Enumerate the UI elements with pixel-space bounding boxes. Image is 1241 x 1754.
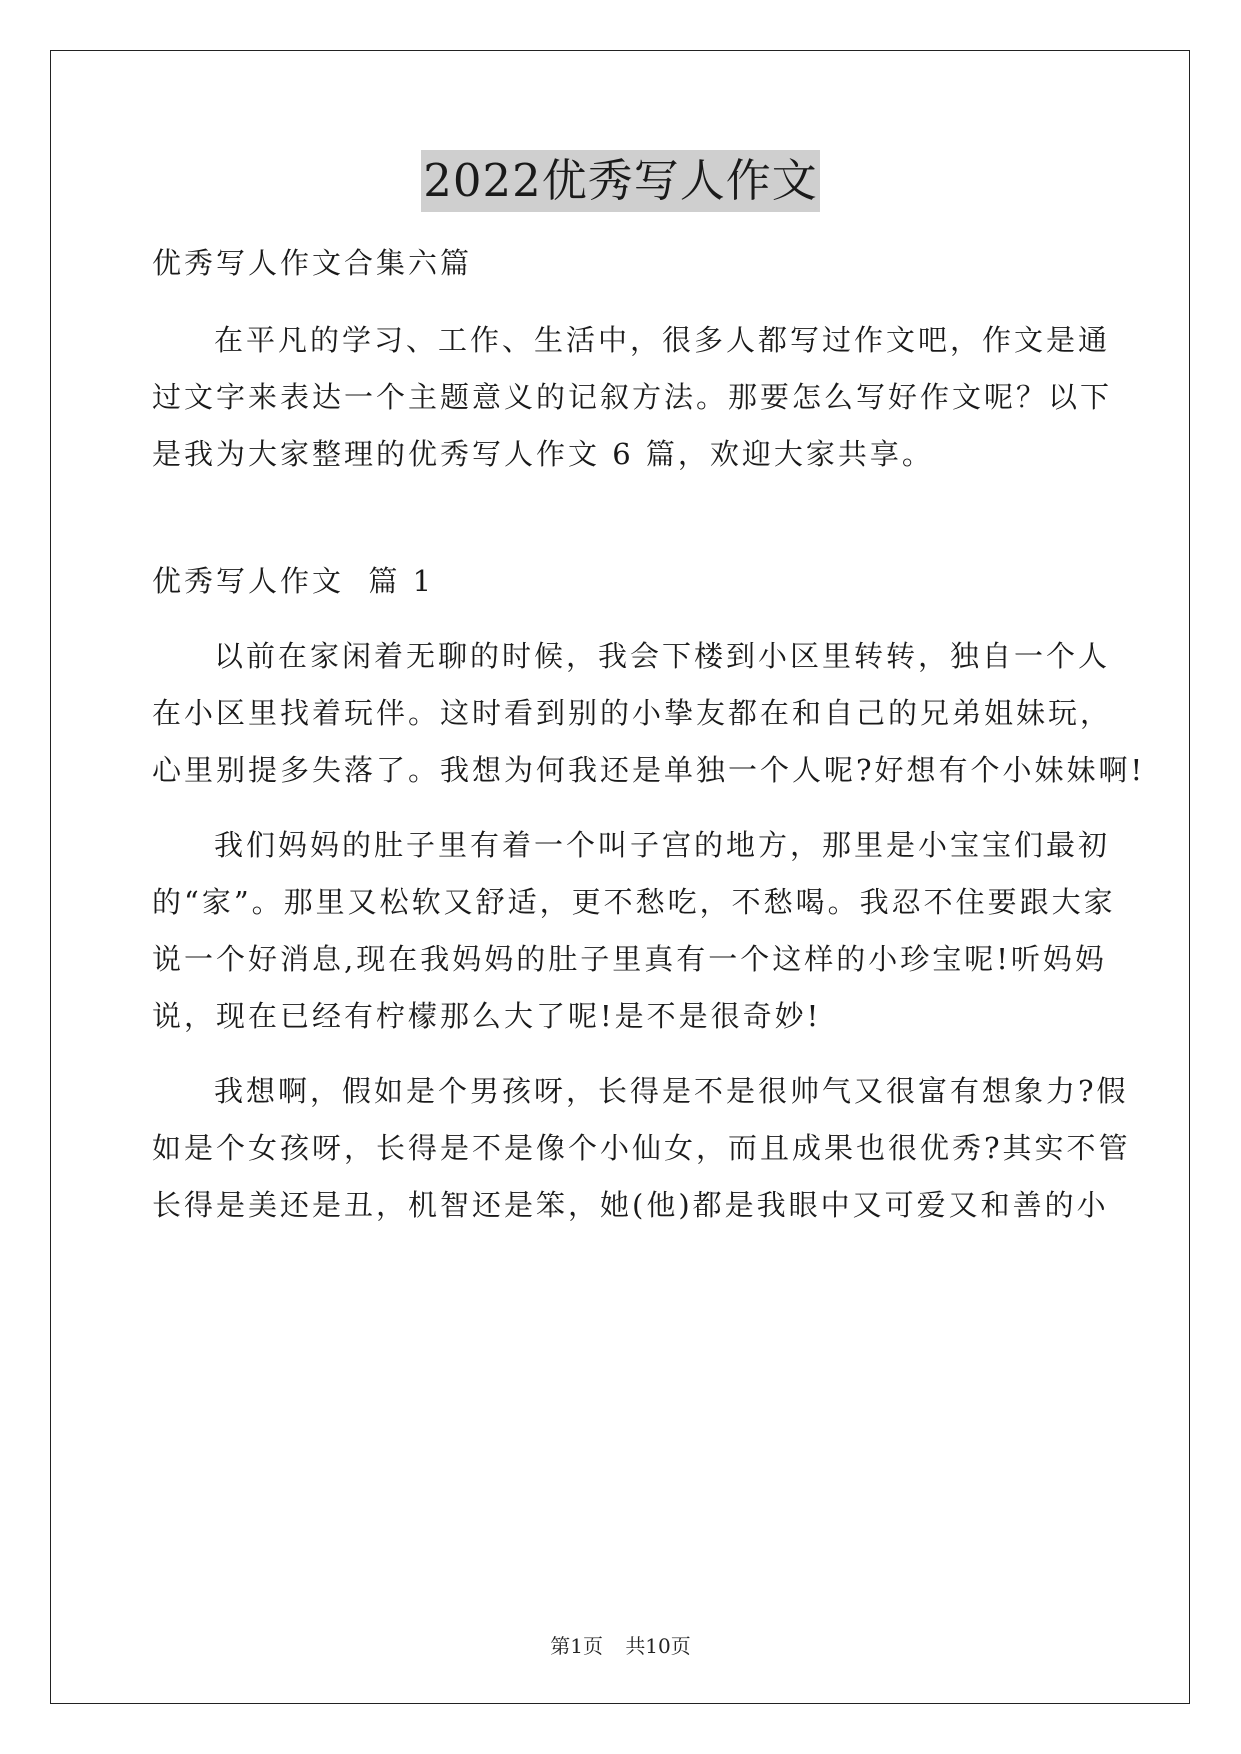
text-line: 说一个好消息,现在我妈妈的肚子里真有一个这样的小珍宝呢!听妈妈: [152, 942, 1107, 976]
text-line: 如是个女孩呀，长得是不是像个小仙女，而且成果也很优秀?其实不管: [152, 1131, 1131, 1165]
text-line: 的“家”。那里又松软又舒适，更不愁吃，不愁喝。我忍不住要跟大家: [152, 885, 1116, 919]
intro-paragraph: [152, 312, 1113, 483]
document-subtitle: 优秀写人作文合集六篇: [152, 246, 473, 280]
text-line: 在小区里找着玩伴。这时看到别的小挚友都在和自己的兄弟姐妹玩，: [152, 696, 1113, 730]
page-total: 共10页: [625, 1634, 691, 1658]
text-line: 长得是美还是丑，机智还是笨，她(他)都是我眼中又可爱又和善的小: [152, 1188, 1109, 1222]
text-line: 过文字来表达一个主题意义的记叙方法。那要怎么写好作文呢？以下: [152, 380, 1113, 414]
text-line: 心里别提多失落了。我想为何我还是单独一个人呢?好想有个小妹妹啊!: [152, 753, 1146, 787]
text-line: 以前在家闲着无聊的时候，我会下楼到小区里转转，独自一个人: [214, 639, 1111, 673]
document-body: [152, 235, 1146, 1234]
text-line: 在平凡的学习、工作、生活中，很多人都写过作文吧，作文是通: [214, 323, 1111, 357]
page-number: 第1页: [550, 1634, 603, 1658]
text-line: 说，现在已经有柠檬那么大了呢!是不是很奇妙!: [152, 999, 822, 1033]
page-footer: [0, 1630, 1241, 1659]
document-title: 2022优秀写人作文: [421, 150, 820, 212]
paragraph: [152, 1063, 1131, 1234]
paragraph: [152, 628, 1146, 799]
paragraph: [152, 817, 1116, 1045]
text-line: 是我为大家整理的优秀写人作文 6 篇，欢迎大家共享。: [152, 437, 934, 471]
text-line: 我们妈妈的肚子里有着一个叫子宫的地方，那里是小宝宝们最初: [214, 828, 1111, 862]
title-container: [0, 150, 1241, 212]
section-heading: 优秀写人作文 篇 1: [152, 564, 435, 598]
text-line: 我想啊，假如是个男孩呀，长得是不是很帅气又很富有想象力?假: [214, 1074, 1129, 1108]
